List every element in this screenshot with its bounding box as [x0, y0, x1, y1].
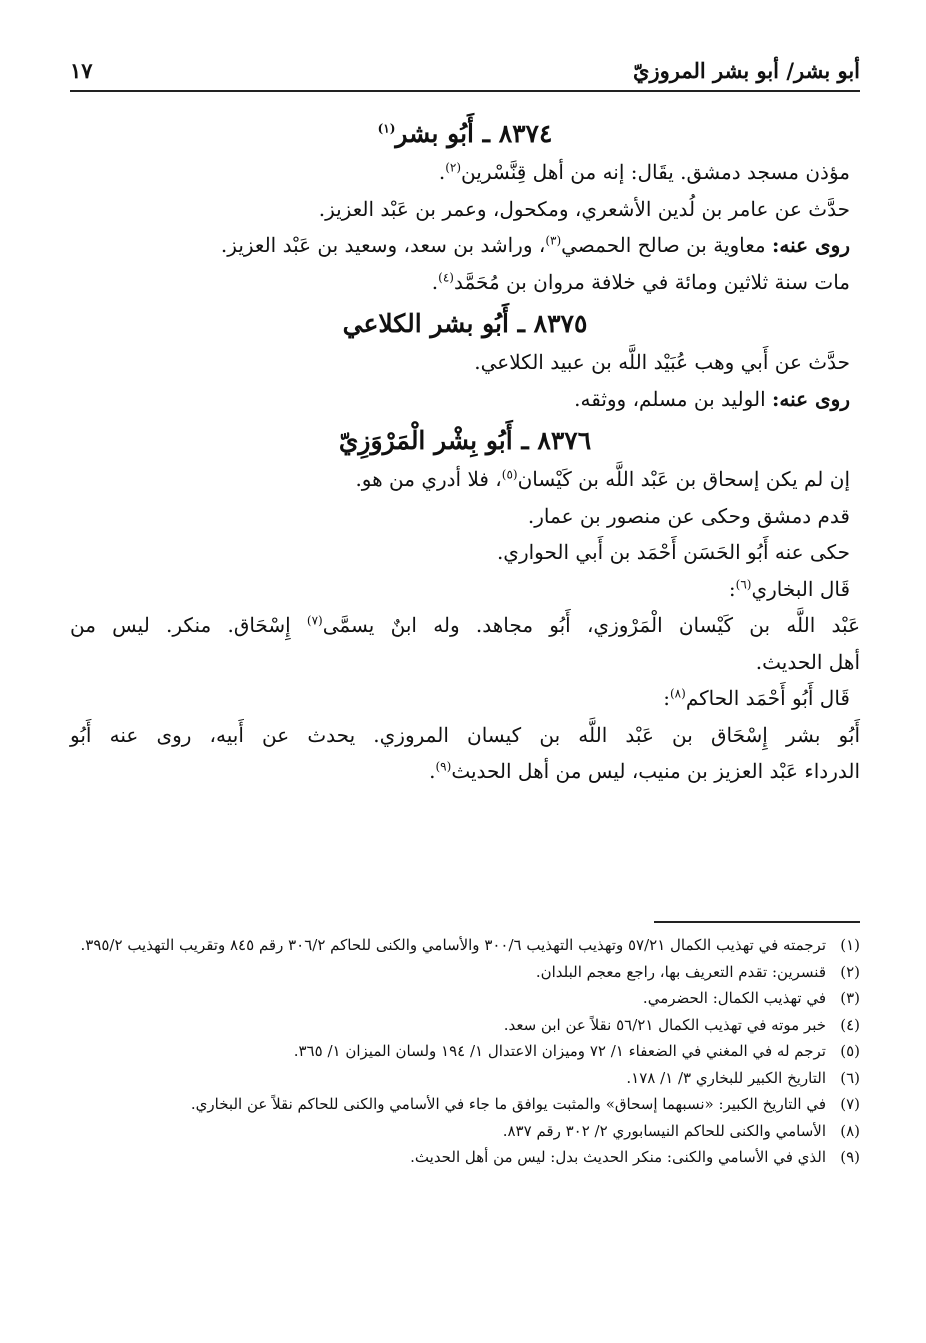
footnote-text: خبر موته في تهذيب الكمال ٥٦/٢١ نقلاً عن ابن سعد. [503, 1015, 826, 1034]
text-line [70, 344, 860, 381]
line-text-tail: : [663, 686, 670, 710]
text-line [70, 154, 860, 191]
footnote-item [70, 1118, 860, 1145]
footnote-item [70, 1144, 860, 1171]
footnote-item [70, 1038, 860, 1065]
footnote-number: (٨) [840, 1121, 860, 1140]
line-text: الوليد بن مسلم، ووثقه. [574, 386, 772, 411]
footnote-item [70, 1012, 860, 1039]
running-title: أبو بشر/ أبو بشر المروزيّ [633, 57, 860, 83]
line-text: مؤذن مسجد دمشق. يقَال: إنه من أهل قِنَّسْرين [461, 160, 850, 184]
line-text: قَال البخاري [751, 576, 850, 601]
footnote-number: (٤) [840, 1015, 860, 1034]
footnote-ref: (٢) [445, 160, 462, 175]
line-text: مات سنة ثلاثين ومائة في خلافة مروان بن مُحَمَّد [453, 269, 850, 294]
page-number: ١٧ [70, 57, 93, 83]
footnote-number: (٧) [840, 1095, 860, 1113]
footnote-number: (٩) [840, 1148, 860, 1166]
text-line [70, 644, 860, 681]
footnote-ref: (٨) [669, 686, 686, 701]
entry-heading [70, 421, 860, 461]
line-text: أهل الحديث. [755, 649, 860, 674]
footnote-number: (٥) [840, 1042, 860, 1060]
line-text-tail: . [429, 759, 436, 783]
text-line [70, 191, 860, 228]
line-text-tail: إِسْحَاق. منكر. ليس من [70, 613, 307, 637]
entry-heading-text: ٨٣٧٥ ـ أَبُو بشر الكلاعي [342, 309, 588, 338]
line-text: قدم دمشق وحكى عن منصور بن عمار. [527, 503, 850, 528]
footnote-text: التاريخ الكبير للبخاري ٣/ ١/ ١٧٨. [626, 1068, 826, 1087]
entry-heading [70, 304, 860, 344]
footnote-text: في التاريخ الكبير: «نسبهما إسحاق» والمثبت يوافق ما جاء في الأسامي والكنى للحاكم نقلاً عن البخاري. [190, 1095, 826, 1113]
narrator-label: روى عنه: [771, 233, 850, 257]
narrator-label: روى عنه: [771, 386, 850, 411]
line-text: حكى عنه أَبُو الحَسَن أَحْمَد بن أَبي الحواري. [496, 540, 850, 564]
footnote-text: الذي في الأسامي والكنى: منكر الحديث بدل: ليس من أهل الحديث. [410, 1148, 826, 1166]
text-line [70, 534, 860, 571]
text-line [70, 607, 860, 644]
footnote-number: (١) [840, 936, 860, 954]
text-line [70, 498, 860, 535]
text-line [70, 227, 860, 264]
main-text [70, 110, 860, 790]
entry-heading-text: ٨٣٧٤ ـ أَبُو بشر [395, 119, 553, 148]
footnote-ref: (٩) [435, 759, 452, 774]
text-line [70, 571, 860, 608]
line-text: حدَّث عن عامر بن لُدين الأشعري، ومكحول، وعمر بن عَبْد العزيز. [318, 196, 850, 221]
footnote-item [70, 1091, 860, 1118]
footnote-text: ترجم له في المغني في الضعفاء ١/ ٧٢ وميزان الاعتدال ١/ ١٩٤ ولسان الميزان ١/ ٣٦٥. [293, 1042, 826, 1060]
text-line [70, 680, 860, 717]
line-text-tail: ، وراشد بن سعد، وسعيد بن عَبْد العزيز. [220, 233, 546, 257]
line-text: قَال أَبُو أَحْمَد الحاكم [685, 686, 850, 710]
footnote-number: (٦) [840, 1068, 860, 1087]
footnote-text: في تهذيب الكمال: الحضرمي. [642, 989, 826, 1007]
footnote-ref: (٦) [735, 576, 752, 591]
line-text-tail: . [431, 269, 439, 294]
line-text-tail: : [728, 576, 736, 601]
footnote-separator [654, 921, 860, 923]
line-text: إن لم يكن إسحاق بن عَبْد اللَّه بن كَيْسان [517, 467, 850, 491]
line-text: الدرداء عَبْد العزيز بن منيب، ليس من أهل الحديث [451, 759, 860, 783]
book-page [70, 0, 860, 1343]
entry-heading-text: ٨٣٧٦ ـ أَبُو بِشْر الْمَرْوَزِيّ [338, 426, 592, 455]
line-text-tail: . [438, 160, 446, 184]
footnote-text: الأسامي والكنى للحاكم النيسابوري ٢/ ٣٠٢ رقم ٨٣٧. [502, 1121, 826, 1140]
line-text: عَبْد اللَّه بن كَيْسان الْمَرْوزي، أَبُو مجاهد. وله ابنٌ يسمَّى [322, 613, 861, 637]
footnote-item [70, 985, 860, 1012]
footnote-ref: (٥) [501, 467, 518, 482]
footnote-number: (٢) [840, 962, 860, 981]
footnote-ref: (٣) [545, 233, 562, 248]
text-line [70, 381, 860, 418]
line-text: معاوية بن صالح الحمصي [561, 233, 772, 257]
text-line [70, 264, 860, 301]
footnote-item [70, 959, 860, 986]
line-text-tail: ، فلا أدري من هو. [355, 467, 502, 491]
footnote-text: ترجمته في تهذيب الكمال ٥٧/٢١ وتهذيب التهذيب ٣٠٠/٦ والأسامي والكنى للحاكم ٣٠٦/٢ رقم ٨٤٥ وتقريب التهذيب ٣٩٥/٢. [80, 936, 826, 954]
text-line [70, 717, 860, 754]
footnote-ref: (٧) [306, 613, 323, 628]
entry-heading [70, 114, 860, 154]
footnote-item [70, 1065, 860, 1092]
running-header [70, 50, 860, 92]
footnote-item [70, 932, 860, 959]
line-text: حدَّث عن أَبي وهب عُبَيْد اللَّه بن عبيد الكلاعي. [474, 350, 850, 374]
footnote-number: (٣) [840, 989, 860, 1007]
line-text: أَبُو بشر إِسْحَاق بن عَبْد اللَّه بن كيسان المروزي. يحدث عن أَبيه، روى عنه أَبُو [70, 722, 860, 747]
footnote-ref: (٤) [438, 269, 454, 284]
footnote-ref: (١) [377, 121, 396, 136]
text-line [70, 753, 860, 790]
footnote-text: قنسرين: تقدم التعريف بها، راجع معجم البلدان. [535, 962, 826, 981]
footnotes [70, 932, 860, 1171]
text-line [70, 461, 860, 498]
